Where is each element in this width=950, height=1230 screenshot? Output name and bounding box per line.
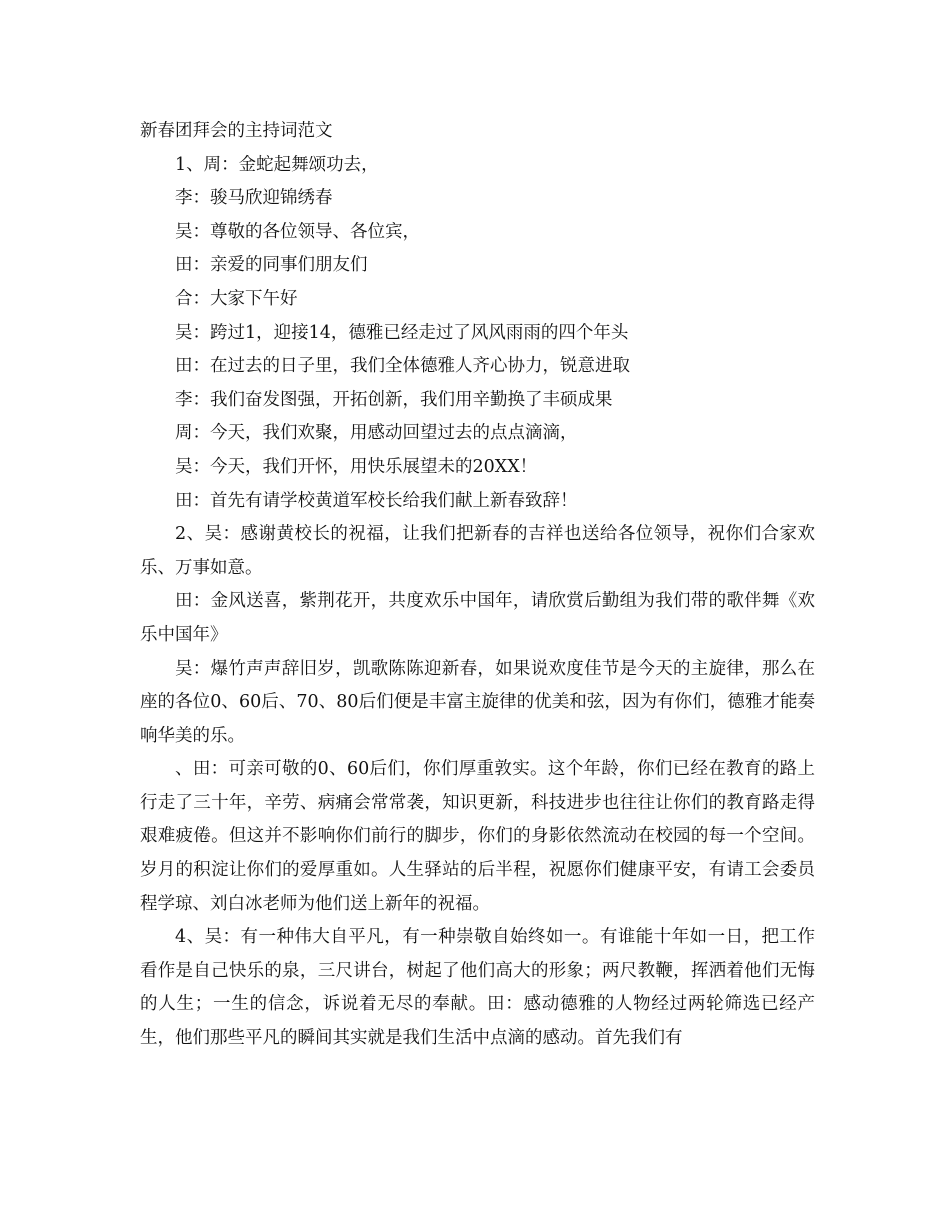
paragraph: 4、吴：有一种伟大自平凡，有一种崇敬自始终如一。有谁能十年如一日，把工作看作是自己快乐的泉，三尺讲台，树起了他们高大的形象；两尺教鞭，挥洒着他们无悔的人生；一生的信念，诉说着无尽的奉献。田：感动德雅的人物经过两轮筛选已经产生，他们那些平凡的瞬间其实就是我们生活中点滴的感动。首先我们有 xyxy=(140,927,815,1049)
paragraph: 吴：尊敬的各位领导、各位宾， xyxy=(175,221,420,242)
paragraph: 田：在过去的日子里，我们全体德雅人齐心协力，锐意进取 xyxy=(175,356,630,377)
document-title: 新春团拜会的主持词范文 xyxy=(140,121,333,141)
paragraph: 田：首先有请学校黄道军校长给我们献上新春致辞！ xyxy=(175,490,578,511)
paragraph: 、田：可亲可敬的0、60后们，你们厚重敦实。这个年龄，你们已经在教育的路上行走了三十年，辛劳、病痛会常常袭，知识更新，科技进步也往往让你们的教育路走得艰难疲倦。但这并不影响你们前行的脚步，你们的身影依然流动在校园的每一个空间。岁月的积淀让你们的爱厚重如。人生驿站的后半程，祝愿你们健康平安，有请工会委员程学琼、刘白冰老师为他们送上新年的祝福。 xyxy=(140,759,815,914)
paragraph: 李：我们奋发图强，开拓创新，我们用辛勤换了丰硕成果 xyxy=(175,389,613,410)
paragraph: 吴：爆竹声声辞旧岁，凯歌陈陈迎新春，如果说欢度佳节是今天的主旋律，那么在座的各位0、60后、70、80后们便是丰富主旋律的优美和弦，因为有你们，德雅才能奏响华美的乐。 xyxy=(140,658,815,746)
paragraph: 田：亲爱的同事们朋友们 xyxy=(175,255,368,276)
paragraph: 李：骏马欣迎锦绣春 xyxy=(175,188,333,209)
paragraph: 2、吴：感谢黄校长的祝福，让我们把新春的吉祥也送给各位领导，祝你们合家欢乐、万事如意。 xyxy=(140,524,815,578)
paragraph: 合：大家下午好 xyxy=(175,288,298,309)
paragraph: 田：金风送喜，紫荆花开，共度欢乐中国年，请欣赏后勤组为我们带的歌伴舞《欢乐中国年》 xyxy=(140,591,815,645)
document-page xyxy=(140,115,815,1056)
paragraph: 吴：跨过1，迎接14，德雅已经走过了风风雨雨的四个年头 xyxy=(175,322,629,343)
paragraph: 吴：今天，我们开怀，用快乐展望未的20XX！ xyxy=(175,456,538,477)
paragraph: 1、周：金蛇起舞颂功去， xyxy=(175,154,379,175)
paragraph: 周：今天，我们欢聚，用感动回望过去的点点滴滴， xyxy=(175,423,578,444)
